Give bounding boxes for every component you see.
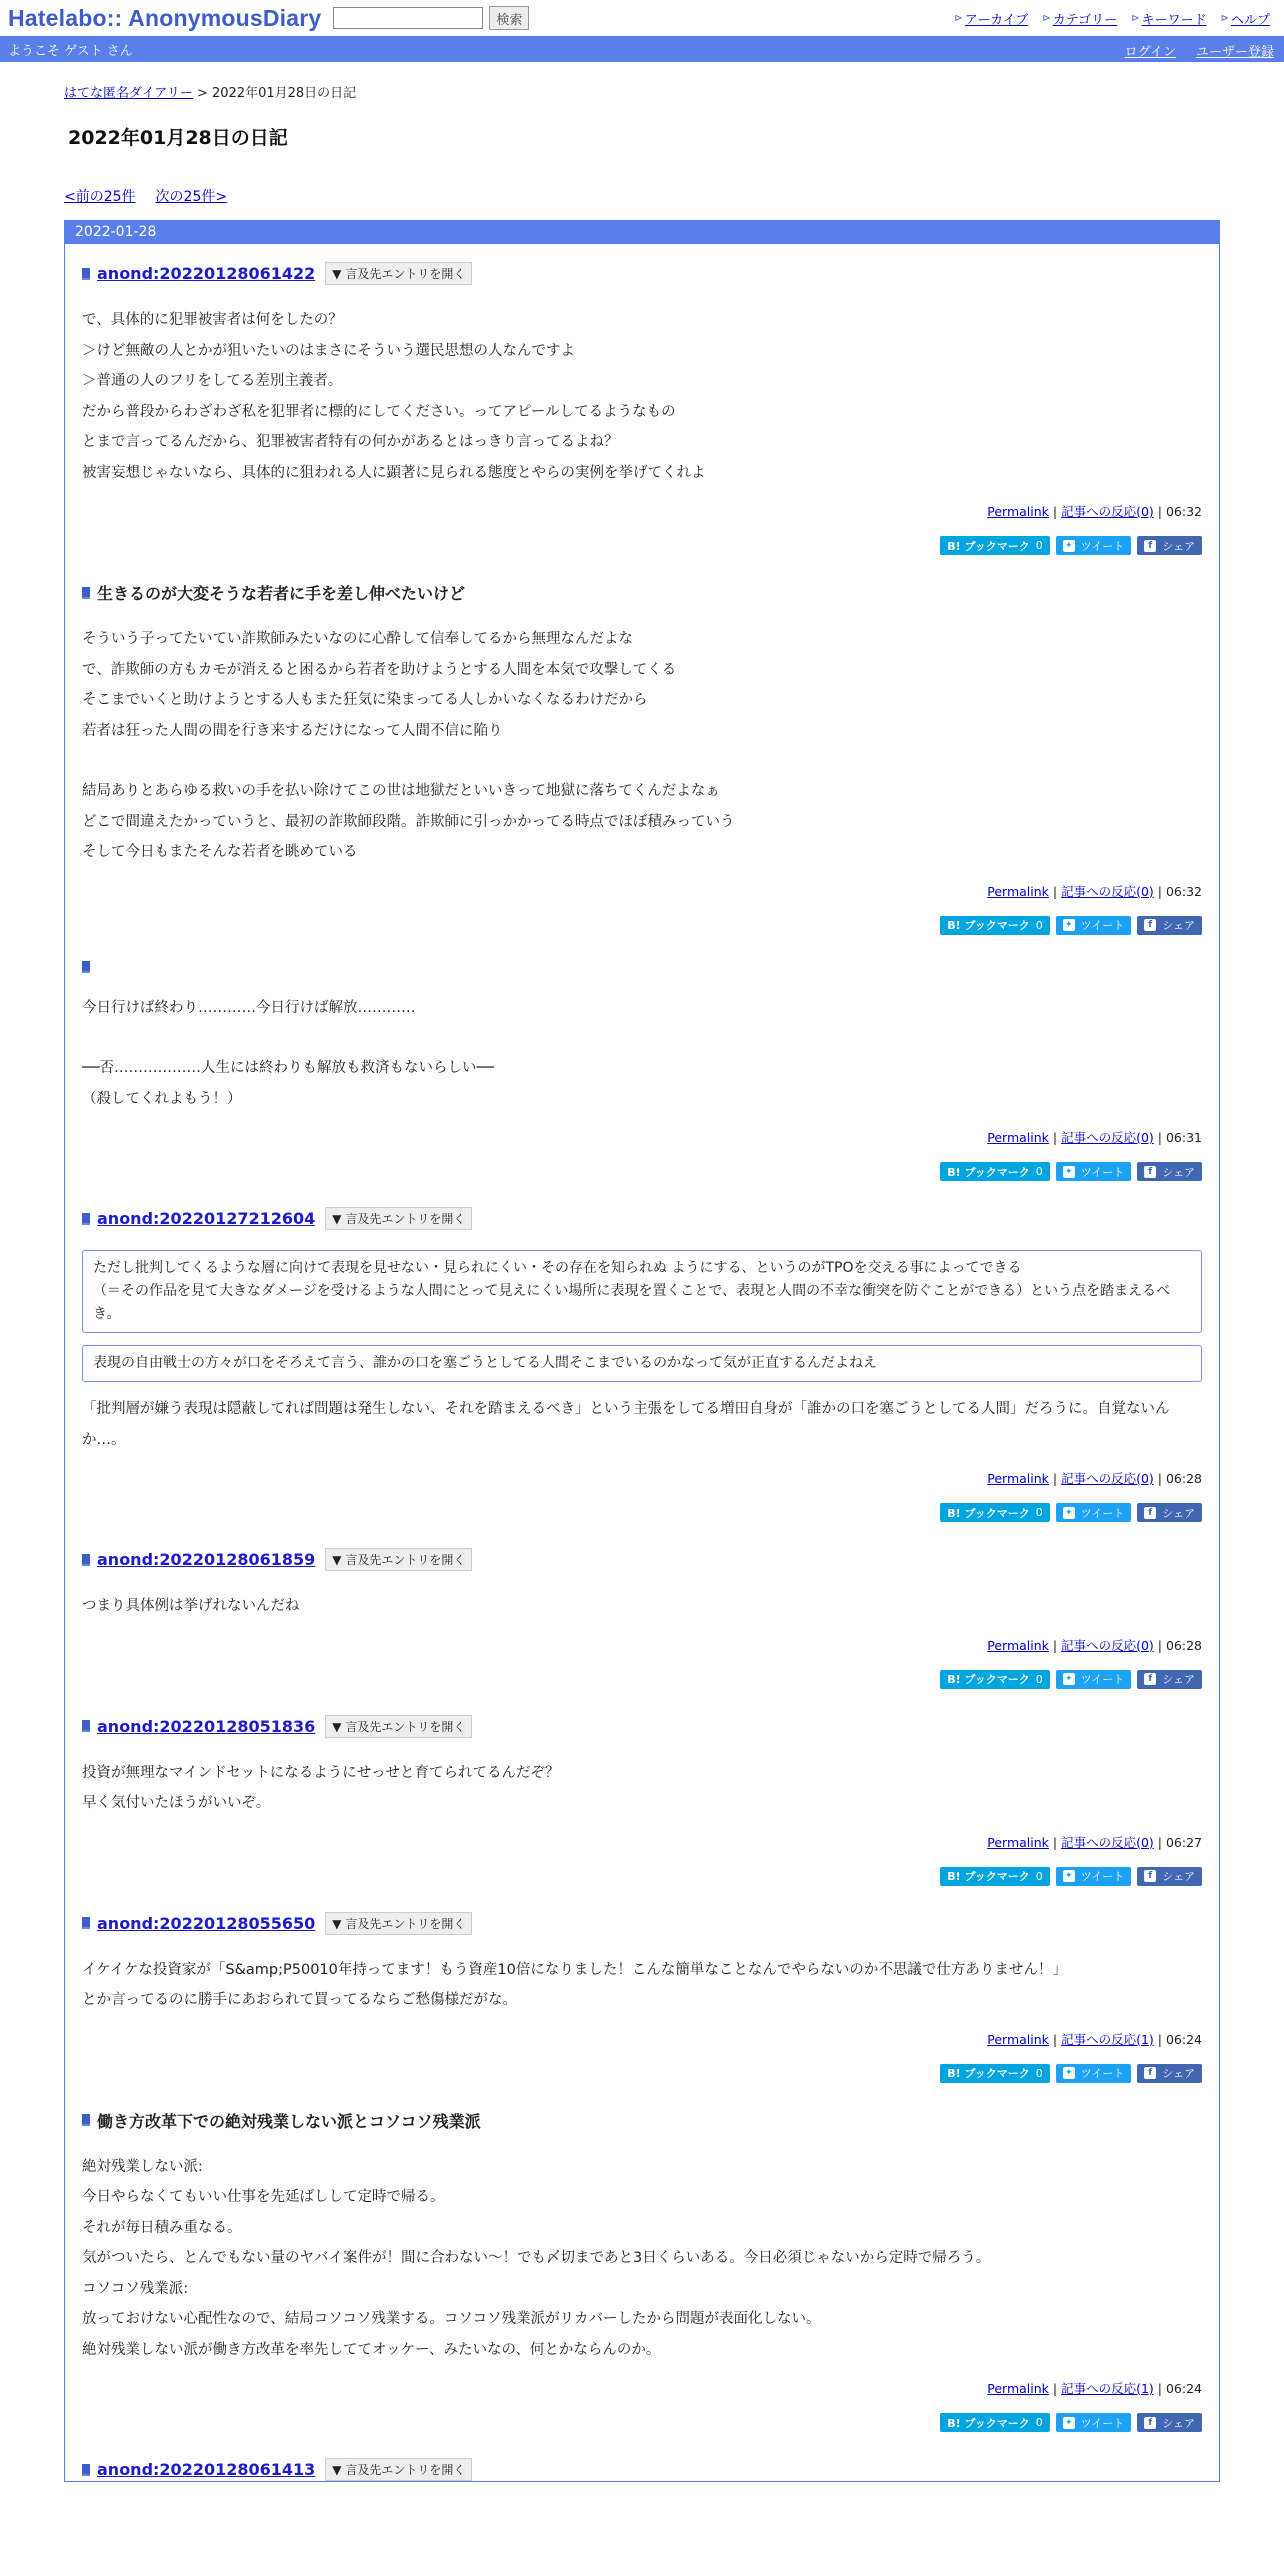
entry-line: で、具体的に犯罪被害者は何をしたの？ [82,312,343,328]
twitter-bird-icon: ✦ [1063,919,1075,931]
entry-line: それが毎日積み重なる。 [82,2219,242,2236]
entry-title [82,581,1202,604]
facebook-share-button[interactable]: f シェア [1137,2413,1202,2432]
facebook-share-button[interactable]: f シェア [1137,1670,1202,1689]
entry-title [82,262,1202,285]
entry-line: だから普段からわざわざ私を犯罪者に標的にしてください。ってアピールしてるようなもの [82,403,676,420]
entry-line: そこまでいくと助けようとする人もまた狂気に染まってる人しかいなくなるわけだから [82,692,648,708]
bookmark-count: 0 [1035,1506,1043,1519]
entry-square-icon[interactable] [82,1554,90,1566]
nav-help[interactable]: ヘルプ [1230,13,1270,28]
prev-page-link[interactable]: <前の25件 [64,189,136,205]
reactions-link[interactable]: 記事への反応(1) [1061,2381,1154,2396]
facebook-share-button[interactable]: f シェア [1137,536,1202,555]
twitter-bird-icon: ✦ [1063,2417,1075,2429]
day-section [64,220,1220,2482]
arrow-icon: ⊳ [1131,13,1140,24]
entry-line: どこで間違えたかっていうと、最初の詐欺師段階。詐欺師に引っかかってる時点でほぼ積みっていう [82,813,735,830]
facebook-share-button[interactable]: f シェア [1137,1503,1202,1522]
open-referenced-entry-button[interactable]: ▼ 言及先エントリを開く [325,1207,472,1230]
breadcrumb-current: 2022年01月28日の日記 [212,86,357,101]
reactions-link[interactable]: 記事への反応(0) [1061,883,1154,899]
entry-line: そして今日もまたそんな若者を眺めている [82,844,358,860]
entry-line: （殺してくれよもう！） [82,1090,242,1107]
bookmark-count: 0 [1035,2066,1043,2080]
entry-body [82,624,1202,868]
hatena-bookmark-button[interactable]: B! ブックマーク 0 [940,1867,1049,1886]
day-header: 2022-01-28 [65,220,1219,244]
register-link[interactable]: ユーザー登録 [1195,45,1274,60]
entry-meta: Permalink | 記事への反応(0) | 06:28 [987,1471,1202,1486]
entry-line: 今日やらなくてもいい仕事を先延ばしして定時で帰る。 [82,2189,445,2205]
open-referenced-entry-button[interactable]: ▼ 言及先エントリを開く [325,1715,472,1738]
entry-time: 06:28 [1165,1471,1202,1486]
reactions-link[interactable]: 記事への反応(0) [1061,1471,1154,1486]
hatena-bookmark-button[interactable]: B! ブックマーク 0 [940,2413,1049,2432]
entry-line: とか言ってるのに勝手にあおられて買ってるならご愁傷様だがな。 [82,1992,517,2008]
nav-keyword[interactable]: キーワード [1141,13,1207,28]
entry-title-link[interactable]: anond:20220128061859 [97,1550,316,1569]
twitter-bird-icon: ✦ [1063,1870,1075,1882]
login-link[interactable]: ログイン [1124,45,1176,60]
share-buttons [82,1503,1202,1530]
reactions-link[interactable]: 記事への反応(0) [1061,1130,1154,1145]
entry-line: 被害妄想じゃないなら、具体的に狙われる人に顕著に見られる態度とやらの実例を挙げてくれよ [82,464,706,481]
tweet-button[interactable]: ✦ ツイート [1056,2064,1131,2083]
entry-square-icon[interactable] [82,961,90,973]
facebook-f-icon: f [1144,2417,1156,2429]
permalink-link[interactable]: Permalink [987,1637,1049,1653]
open-referenced-entry-button[interactable]: ▼ 言及先エントリを開く [325,1548,472,1571]
tweet-button[interactable]: ✦ ツイート [1056,916,1131,935]
entry-title-link[interactable]: anond:20220128051836 [97,1716,316,1736]
twitter-bird-icon: ✦ [1063,1166,1075,1178]
facebook-share-button[interactable]: f シェア [1137,1867,1202,1886]
entry-line: 放っておけない心配性なので、結局コソコソ残業する。コソコソ残業派がリカバーしたから問題が表面化しない。 [82,2311,821,2327]
blank-line [82,746,1202,776]
tweet-button[interactable]: ✦ ツイート [1056,536,1131,555]
welcome-bar [0,36,1284,62]
hatena-bookmark-button[interactable]: B! ブックマーク 0 [940,2064,1049,2083]
facebook-f-icon: f [1144,1673,1156,1685]
entry-square-icon[interactable] [82,2114,90,2126]
tweet-button[interactable]: ✦ ツイート [1056,1867,1131,1886]
entry-time: 06:24 [1165,2031,1202,2047]
next-page-link[interactable]: 次の25件> [155,189,228,205]
pager [64,186,1220,206]
entry-meta: Permalink | 記事への反応(0) | 06:32 [987,504,1202,519]
entry-line: ──否………………人生には終わりも解放も救済もないらしい── [82,1060,494,1076]
share-buttons [82,536,1202,563]
entry-line: つまり具体例は挙げれないんだね [82,1598,300,1614]
entry [65,943,1219,1190]
entry-title [82,1715,1202,1738]
entry-title [82,2109,1202,2132]
bookmark-count: 0 [1035,1165,1043,1178]
bookmark-count: 0 [1035,1672,1043,1686]
entry-body [82,1591,1202,1622]
entry-list [65,244,1219,2481]
entry [65,1530,1219,1697]
entry-line: 投資が無理なマインドセットになるようにせっせと育てられてるんだぞ？ [82,1764,560,1781]
entry-square-icon[interactable] [82,1720,90,1732]
twitter-bird-icon: ✦ [1063,540,1075,552]
page-title: 2022年01月28日の日記 [68,127,288,149]
tweet-button[interactable]: ✦ ツイート [1056,1670,1131,1689]
permalink-link[interactable]: Permalink [987,2031,1049,2047]
reactions-link[interactable]: 記事への反応(0) [1061,1637,1154,1653]
entry-meta: Permalink | 記事への反応(0) | 06:28 [987,1637,1202,1653]
arrow-icon: ⊳ [1220,13,1229,24]
search-input[interactable] [333,7,483,29]
twitter-bird-icon: ✦ [1063,2067,1075,2079]
entry-title [82,1207,1202,1230]
entry-time: 06:31 [1165,1130,1202,1145]
reactions-link[interactable]: 記事への反応(1) [1061,2031,1154,2047]
hatena-bookmark-button[interactable]: B! ブックマーク 0 [940,1670,1049,1689]
entry-line: 気がついたら、とんでもない量のヤバイ案件が！間に合わない〜！でも〆切まであと3日くらいある。今日必須じゃないから定時で帰ろう。 [82,2250,991,2266]
bookmark-count: 0 [1035,539,1043,552]
entry-line: 若者は狂った人間の間を行き来するだけになって人間不信に陥り [82,722,503,739]
arrow-icon: ⊳ [954,13,963,24]
entry-line: イケイケな投資家が「S&amp;P50010年持ってます！もう資産10倍になりました！こんな簡単なことなんでやらないのか不思議で仕方ありません！」 [82,1961,1067,1978]
entry-meta: Permalink | 記事への反応(0) | 06:27 [987,1834,1202,1850]
entry-meta: Permalink | 記事への反応(1) | 06:24 [987,2381,1202,2396]
facebook-f-icon: f [1144,540,1156,552]
tweet-button[interactable]: ✦ ツイート [1056,1503,1131,1522]
open-referenced-entry-button[interactable]: ▼ 言及先エントリを開く [325,262,472,285]
entry-body [82,993,1202,1115]
top-nav [954,9,1270,28]
hatena-bookmark-button[interactable]: B! ブックマーク 0 [940,536,1049,555]
bookmark-count: 0 [1035,2416,1043,2429]
entry [65,1697,1219,1894]
share-buttons [82,2413,1202,2440]
entry [65,2091,1219,2441]
entry-body [82,1250,1202,1455]
entry-square-icon[interactable] [82,268,90,280]
facebook-share-button[interactable]: f シェア [1137,916,1202,935]
entry-line: ＞けど無敵の人とかが狙いたいのはまさにそういう選民思想の人なんですよ [82,342,575,359]
reactions-link[interactable]: 記事への反応(0) [1061,1834,1154,1850]
nav-category[interactable]: カテゴリー [1052,13,1118,28]
entry-body [82,305,1202,488]
hatena-bookmark-button[interactable]: B! ブックマーク 0 [940,916,1049,935]
entry-body [82,1955,1202,2016]
entry-line: 早く気付いたほうがいいぞ。 [82,1795,271,1811]
permalink-link[interactable]: Permalink [987,1130,1049,1145]
facebook-f-icon: f [1144,1166,1156,1178]
facebook-share-button[interactable]: f シェア [1137,2064,1202,2083]
entry-title-link[interactable]: anond:20220128061413 [97,2460,316,2479]
bookmark-count: 0 [1035,918,1043,932]
facebook-f-icon: f [1144,919,1156,931]
blockquote: 表現の自由戦士の方々が口をそろえて言う、誰かの口を塞ごうとしてる人間そこまでいるのかなって気が正直するんだよねえ [82,1345,1202,1382]
entry [65,244,1219,563]
main-content [0,82,1284,2482]
entry-meta: Permalink | 記事への反応(1) | 06:24 [987,2031,1202,2047]
entry-line: コソコソ残業派: [82,2280,189,2297]
nav-archive[interactable]: アーカイブ [964,13,1029,28]
entry-title-link[interactable]: anond:20220127212604 [97,1209,316,1228]
entry-title-link[interactable]: anond:20220128061422 [97,264,316,283]
facebook-f-icon: f [1144,1870,1156,1882]
tweet-button[interactable]: ✦ ツイート [1056,2413,1131,2432]
reactions-link[interactable]: 記事への反応(0) [1061,504,1154,519]
entry-line: 絶対残業しない派: [82,2158,203,2175]
share-buttons [82,916,1202,943]
twitter-bird-icon: ✦ [1063,1507,1075,1519]
entry-title-text: 働き方改革下での絶対残業しない派とコソコソ残業派 [97,2111,481,2131]
entry-line: そういう子ってたいてい詐欺師みたいなのに心酔して信奉してるから無理なんだよな [82,631,633,647]
entry-meta: Permalink | 記事への反応(0) | 06:32 [987,883,1202,899]
permalink-link[interactable]: Permalink [987,1834,1049,1850]
entry-title-link[interactable]: anond:20220128055650 [97,1913,316,1933]
permalink-link[interactable]: Permalink [987,2381,1049,2396]
entry-time: 06:24 [1165,2381,1202,2396]
entry-line: 絶対残業しない派が働き方改革を率先しててオッケー、みたいなの、何とかならんのか。 [82,2341,661,2358]
share-buttons [82,1162,1202,1189]
entry-square-icon[interactable] [82,1213,90,1225]
share-buttons [82,1867,1202,1894]
facebook-f-icon: f [1144,1507,1156,1519]
breadcrumb: はてな匿名ダイアリー > 2022年01月28日の日記 [64,86,357,101]
search-button[interactable]: 検索 [489,6,529,30]
entry-title [82,2458,1202,2481]
entry-square-icon[interactable] [82,587,90,599]
entry-line: 「批判層が嫌う表現は隠蔽してれば問題は発生しない、それを踏まえるべき」という主張をしてる増田自身が「誰かの口を塞ごうとしてる人間」だろうに。自覚ないんか…。 [82,1401,1170,1448]
entry-title [82,961,1202,973]
arrow-icon: ⊳ [1042,13,1051,24]
entry-title-text: 生きるのが大変そうな若者に手を差し伸べたいけど [97,584,466,603]
entry-square-icon[interactable] [82,1917,90,1929]
share-buttons [82,2064,1202,2091]
open-referenced-entry-button[interactable]: ▼ 言及先エントリを開く [325,2458,472,2481]
entry-title [82,1912,1202,1935]
site-header [0,0,1284,36]
tweet-button[interactable]: ✦ ツイート [1056,1162,1131,1181]
hatena-bookmark-button[interactable]: B! ブックマーク 0 [940,1162,1049,1181]
entry-time: 06:27 [1165,1834,1202,1850]
entry [65,1894,1219,2091]
permalink-link[interactable]: Permalink [987,504,1049,519]
entry-time: 06:32 [1165,504,1202,519]
facebook-share-button[interactable]: f シェア [1137,1162,1202,1181]
entry-line: 今日行けば終わり…………今日行けば解放………… [82,999,416,1016]
hatena-bookmark-button[interactable]: B! ブックマーク 0 [940,1503,1049,1522]
entry-line: 結局ありとあらゆる救いの手を払い除けてこの世は地獄だといいきって地獄に落ちてくんだよなぁ [82,783,720,799]
entry-line: で、詐欺師の方もカモが消えると困るから若者を助けようとする人間を本気で攻撃してくる [82,661,677,678]
entry-title [82,1548,1202,1571]
entry [65,1189,1219,1530]
share-buttons [82,1670,1202,1697]
entry-meta: Permalink | 記事への反応(0) | 06:31 [987,1130,1202,1145]
entry-time: 06:32 [1165,883,1202,899]
facebook-f-icon: f [1144,2067,1156,2079]
entry-square-icon[interactable] [82,2464,90,2476]
twitter-bird-icon: ✦ [1063,1673,1075,1685]
permalink-link[interactable]: Permalink [987,883,1049,899]
entry [65,563,1219,943]
blockquote: ただし批判してくるような層に向けて表現を見せない・見られにくい・その存在を知られぬ ようにする、というのがTPOを交える事によってできる （＝その作品を見て大きなダメージを受けるような人間にとって見えにくい場所に表現を置くことで、表現と人間の不幸な衝突を防ぐことができる）という点を踏まえるべき。 [82,1250,1202,1333]
site-logo[interactable]: Hatelabo:: AnonymousDiary [8,4,322,31]
welcome-text: ようこそ ゲスト さん [8,43,133,59]
permalink-link[interactable]: Permalink [987,1471,1049,1486]
open-referenced-entry-button[interactable]: ▼ 言及先エントリを開く [325,1912,472,1935]
entry [65,2440,1219,2481]
blank-line [82,1023,1202,1053]
breadcrumb-home[interactable]: はてな匿名ダイアリー [64,86,193,101]
entry-line: とまで言ってるんだから、犯罪被害者特有の何かがあるとはっきり言ってるよね？ [82,434,619,450]
entry-line: ＞普通の人のフリをしてる差別主義者。 [82,373,343,389]
bookmark-count: 0 [1035,1869,1043,1883]
entry-body [82,2152,1202,2366]
entry-body [82,1758,1202,1819]
entry-time: 06:28 [1165,1637,1202,1653]
